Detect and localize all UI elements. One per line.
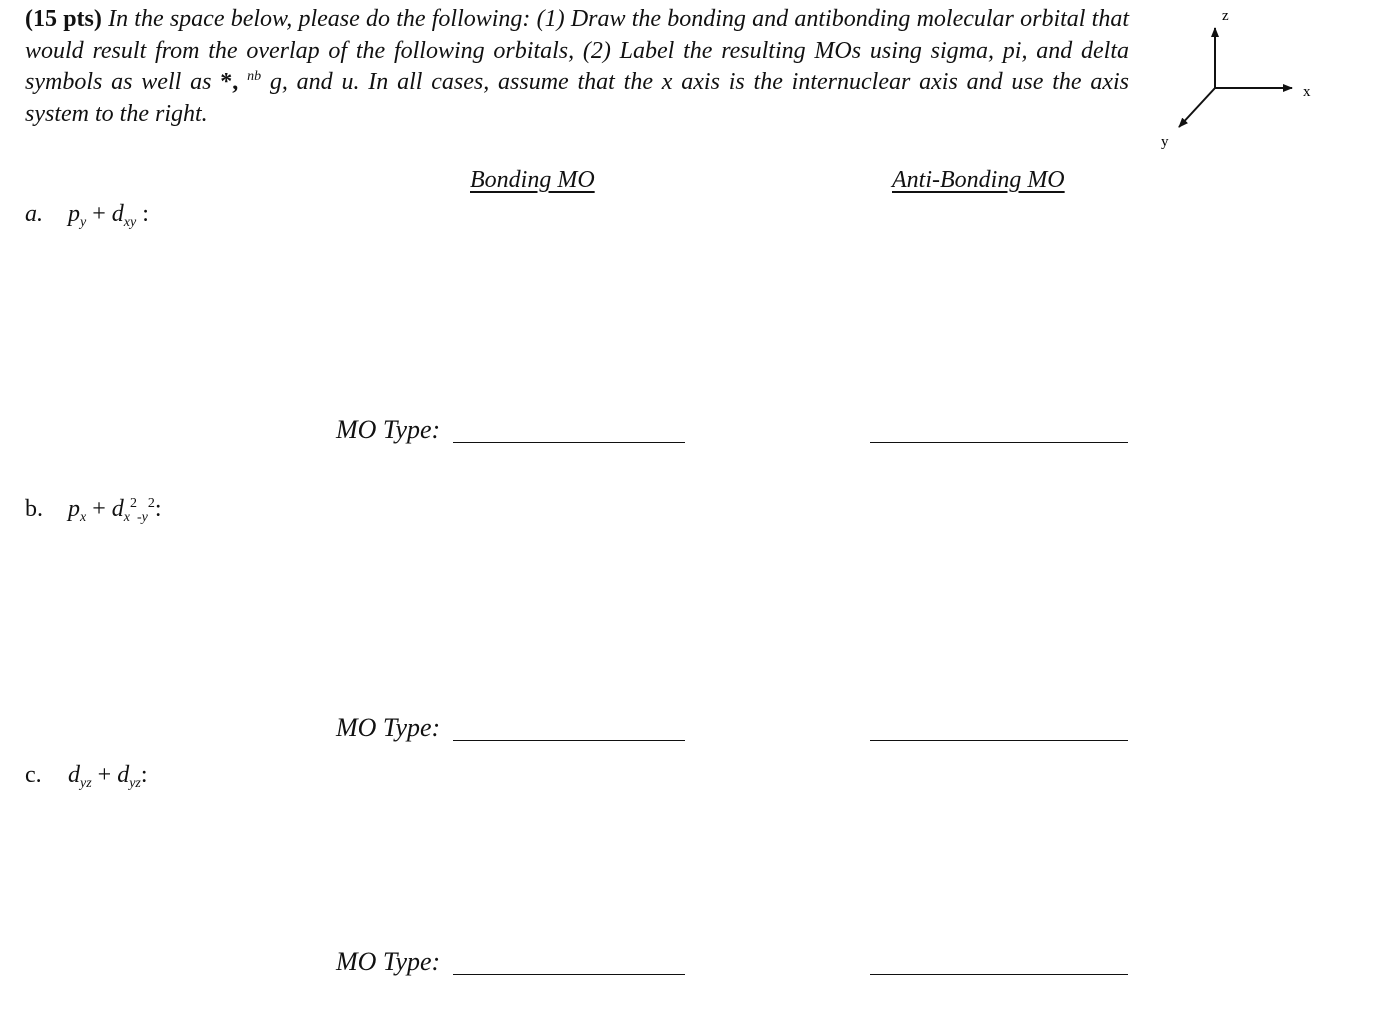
item-letter: a.: [25, 201, 43, 227]
x-axis-label: x: [1303, 84, 1311, 100]
star-symbol: *,: [220, 69, 239, 95]
item-b-bonding-answer-line[interactable]: [453, 740, 685, 741]
question-prompt: [25, 4, 1129, 130]
prompt-text-2: g, and u. In all cases, assume that the x axis is the internuclear axis and use the axis system to the right.: [25, 69, 1129, 127]
item-a-antibonding-answer-line[interactable]: [870, 442, 1128, 443]
prompt-text-1: In the space below, please do the following: (1) Draw the bonding and antibonding molecular orbital that would result from the overlap of the following orbitals, (2) Label the resulting MOs using sigma, pi, and delta symbols as well as: [25, 6, 1129, 95]
item-c-antibonding-answer-line[interactable]: [870, 974, 1128, 975]
bonding-mo-heading: Bonding MO: [470, 167, 595, 193]
item-b-mo-type-label: MO Type:: [336, 713, 441, 742]
item-a-bonding-answer-line[interactable]: [453, 442, 685, 443]
item-b-label: b. $p_x + d_x^2_{-y}^2$:: [25, 496, 162, 525]
antibonding-mo-heading: Anti-Bonding MO: [892, 167, 1065, 193]
points-label: (15 pts): [25, 6, 102, 32]
item-c-bonding-answer-line[interactable]: [453, 974, 685, 975]
axis-system-diagram: [1160, 0, 1330, 160]
item-a-mo-type-label: MO Type:: [336, 415, 441, 444]
item-b-antibonding-answer-line[interactable]: [870, 740, 1128, 741]
y-axis-arrow: [1179, 88, 1215, 127]
item-a-label: a. $p_y + d_{xy}$ :: [25, 201, 149, 230]
item-c-label: c. $d_{yz} + d_{yz}$:: [25, 762, 148, 791]
item-c-mo-type-label: MO Type:: [336, 947, 441, 976]
item-letter: b.: [25, 496, 43, 522]
y-axis-label: y: [1161, 134, 1169, 150]
z-axis-label: z: [1222, 8, 1229, 24]
nb-superscript: nb: [247, 69, 262, 84]
item-letter: c.: [25, 762, 42, 788]
